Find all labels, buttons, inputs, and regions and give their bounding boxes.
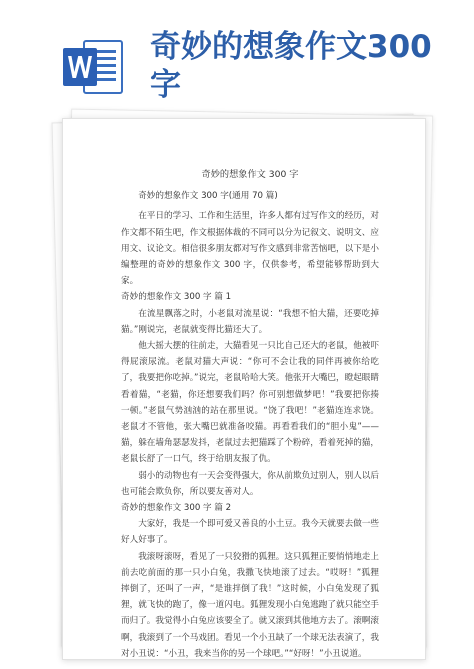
intro-paragraph: 在平日的学习、工作和生活里，许多人都有过写作文的经历，对作文都不陌生吧，作文根据体裁的不同可以分为记叙文、说明文、应用文、议论文。相信很多朋友都对写作文感到非常苦恼吧，以下是小编整理的奇妙的想象作文 300 字，仅供参考，希望能够帮助到大家。 (121, 211, 379, 287)
paragraph: 弱小的动物也有一天会变得强大，你从前欺负过别人，别人以后也可能会欺负你，所以要友善对人。 (121, 470, 379, 497)
document-subtitle: 奇妙的想象作文 300 字(通用 70 篇) (138, 191, 278, 202)
paragraph: 大家好，我是一个即可爱又善良的小土豆。我今天就要去做一些好人好事了。 (121, 519, 379, 546)
document-title: 奇妙的想象作文 300 字 (201, 169, 299, 180)
paragraph: 他大摇大摆的往前走，大猫看见一只比自己还大的老鼠，他被吓得屁滚尿流。老鼠对猫大声说：“你可不会让我的同伴再被你给吃了，我要把你吃掉。”说完，老鼠哈哈大笑。他张开大嘴巴，瞪起眼睛看着猫，“老猫，你还想要我们吗？你可别想做梦吧！”我要把你揍一顿。”老鼠气势汹汹的站在那里说。“饶了我吧！”老猫连连求饶。老鼠才不管他，张大嘴巴就准备咬猫。再看看我们的“胆小鬼”——猫，躲在墙角瑟瑟发抖，老鼠过去把猫踩了个粉碎，看着死掉的猫，老鼠长舒了一口气，终于给朋友报了仇。 (121, 341, 379, 465)
document-header (0, 0, 474, 125)
document-body (121, 167, 379, 660)
word-document-icon (62, 38, 126, 96)
section-heading: 奇妙的想象作文 300 字 篇 1 (121, 292, 232, 303)
paragraph: 在流星飘落之时，小老鼠对流星说：“我想不怕大猫，还要吃掉猫。”刚说完，老鼠就变得比猫还大了。 (121, 308, 379, 335)
document-page (62, 118, 426, 660)
page-title: 奇妙的想象作文300字 (150, 29, 432, 103)
paragraph: 我滚呀滚呀，看见了一只狡猾的狐狸。这只狐狸正要悄悄地走上前去吃前面的那一只小白兔，我撒飞快地滚了过去。“哎呀！”狐狸摔倒了，还叫了一声，“是谁拌倒了我！”这时候，小白兔发现了狐狸，就飞快的跑了，像一道闪电。狐狸发现小白兔逃跑了就只能空手而归了。我觉得小白兔应该要全了。就又滚到其他地方去了。滚啊滚啊，我滚到了一个马戏团。看见一个小丑缺了一个球无法表演了，我对小丑说：“小丑，我来当你的另一个球吧。”“好呀！”小丑说道。 (121, 551, 379, 659)
section-heading: 奇妙的想象作文 300 字 篇 2 (121, 503, 232, 514)
